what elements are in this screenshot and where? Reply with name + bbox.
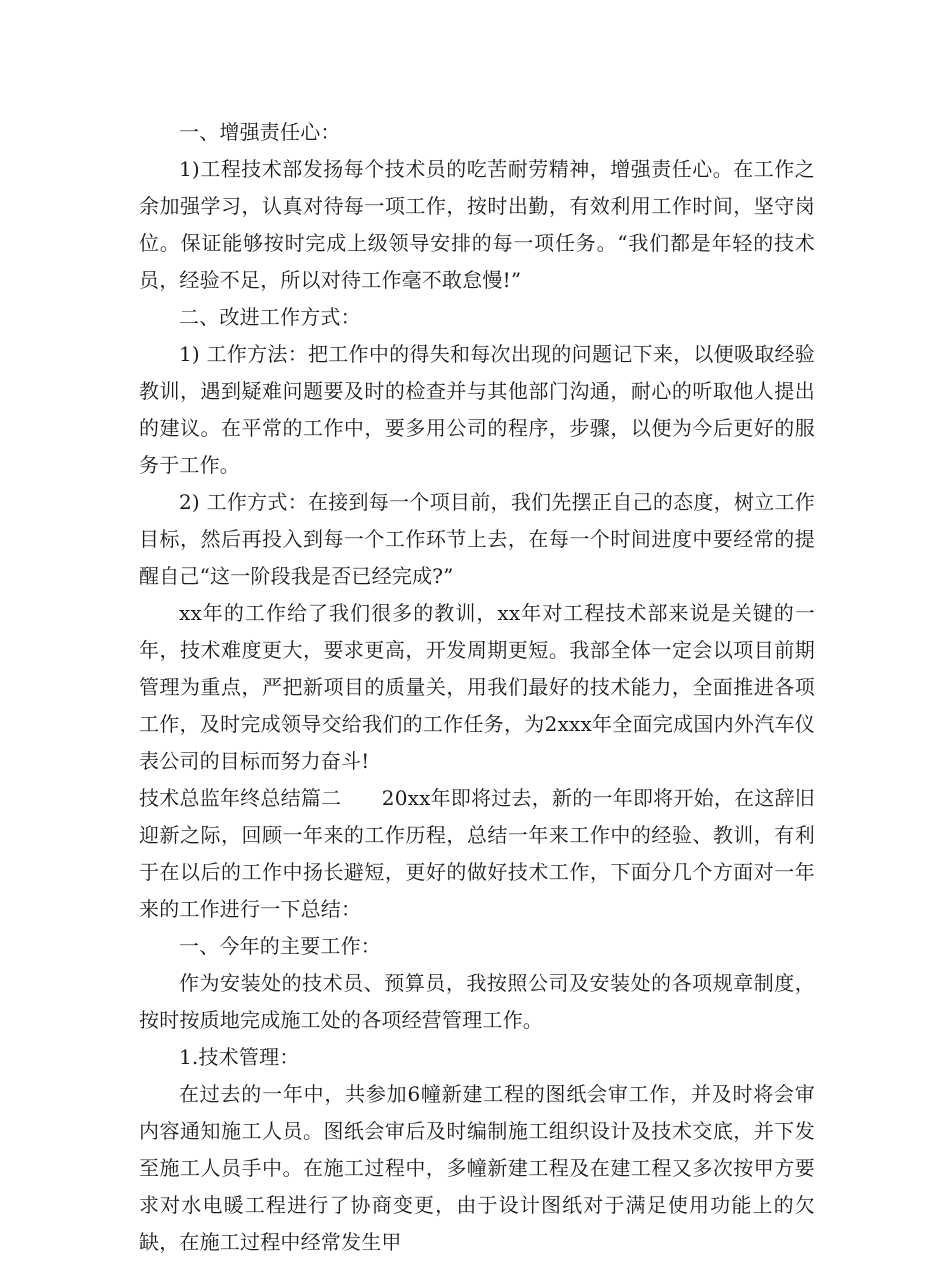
paragraph-work-style: 2) 工作方式：在接到每一个项目前，我们先摆正自己的态度，树立工作目标，然后再投入到每一个工作环节上去，在每一个时间进度中要经常的提醒自己“这一阶段我是否已经完成?”	[139, 490, 815, 588]
section-heading-main-work: 一、今年的主要工作：	[179, 934, 381, 958]
paragraph-responsibility: 1)工程技术部发扬每个技术员的吃苦耐劳精神，增强责任心。在工作之余加强学习，认真对待每一项工作，按时出勤，有效利用工作时间，坚守岗位。保证能够按时完成上级领导安排的每一项任务。“我们都是年轻的技术员，经验不足，所以对待工作毫不敢怠慢!”	[139, 157, 815, 292]
paragraph-year-outlook: xx年的工作给了我们很多的教训，xx年对工程技术部来说是关键的一年，技术难度更大，要求更高，开发周期更短。我部全体一定会以项目前期管理为重点，严把新项目的质量关，用我们最好的技术能力，全面推进各项工作，及时完成领导交给我们的工作任务，为2xxx年全面完成国内外汽车仪表公司的目标而努力奋斗!	[139, 601, 815, 773]
paragraph-technical-management: 在过去的一年中，共参加6幢新建工程的图纸会审工作，并及时将会审内容通知施工人员。图纸会审后及时编制施工组织设计及技术交底，并下发至施工人员手中。在施工过程中，多幢新建工程及在建工程又多次按甲方要求对水电暖工程进行了协商变更，由于设计图纸对于满足使用功能上的欠缺，在施工过程中经常发生甲	[139, 1082, 815, 1254]
section-heading-work-method: 二、改进工作方式：	[179, 305, 361, 329]
paragraph-summary-part-two: 技术总监年终总结篇二 20xx年即将过去，新的一年即将开始，在这辞旧迎新之际，回顾一年来的工作历程，总结一年来工作中的经验、教训，有利于在以后的工作中扬长避短，更好的做好技术工作，下面分几个方面对一年来的工作进行一下总结：	[139, 786, 815, 921]
paragraph-role: 作为安装处的技术员、预算员，我按照公司及安装处的各项规章制度，按时按质地完成施工处的各项经营管理工作。	[139, 971, 815, 1032]
document-page	[139, 114, 815, 1261]
paragraph-work-approach: 1) 工作方法：把工作中的得失和每次出现的问题记下来，以便吸取经验教训，遇到疑难问题要及时的检查并与其他部门沟通，耐心的听取他人提出的建议。在平常的工作中，要多用公司的程序，步骤，以便为今后更好的服务于工作。	[139, 342, 815, 477]
section-heading-responsibility: 一、增强责任心：	[179, 120, 341, 144]
section-heading-technical-management: 1.技术管理：	[179, 1045, 300, 1069]
